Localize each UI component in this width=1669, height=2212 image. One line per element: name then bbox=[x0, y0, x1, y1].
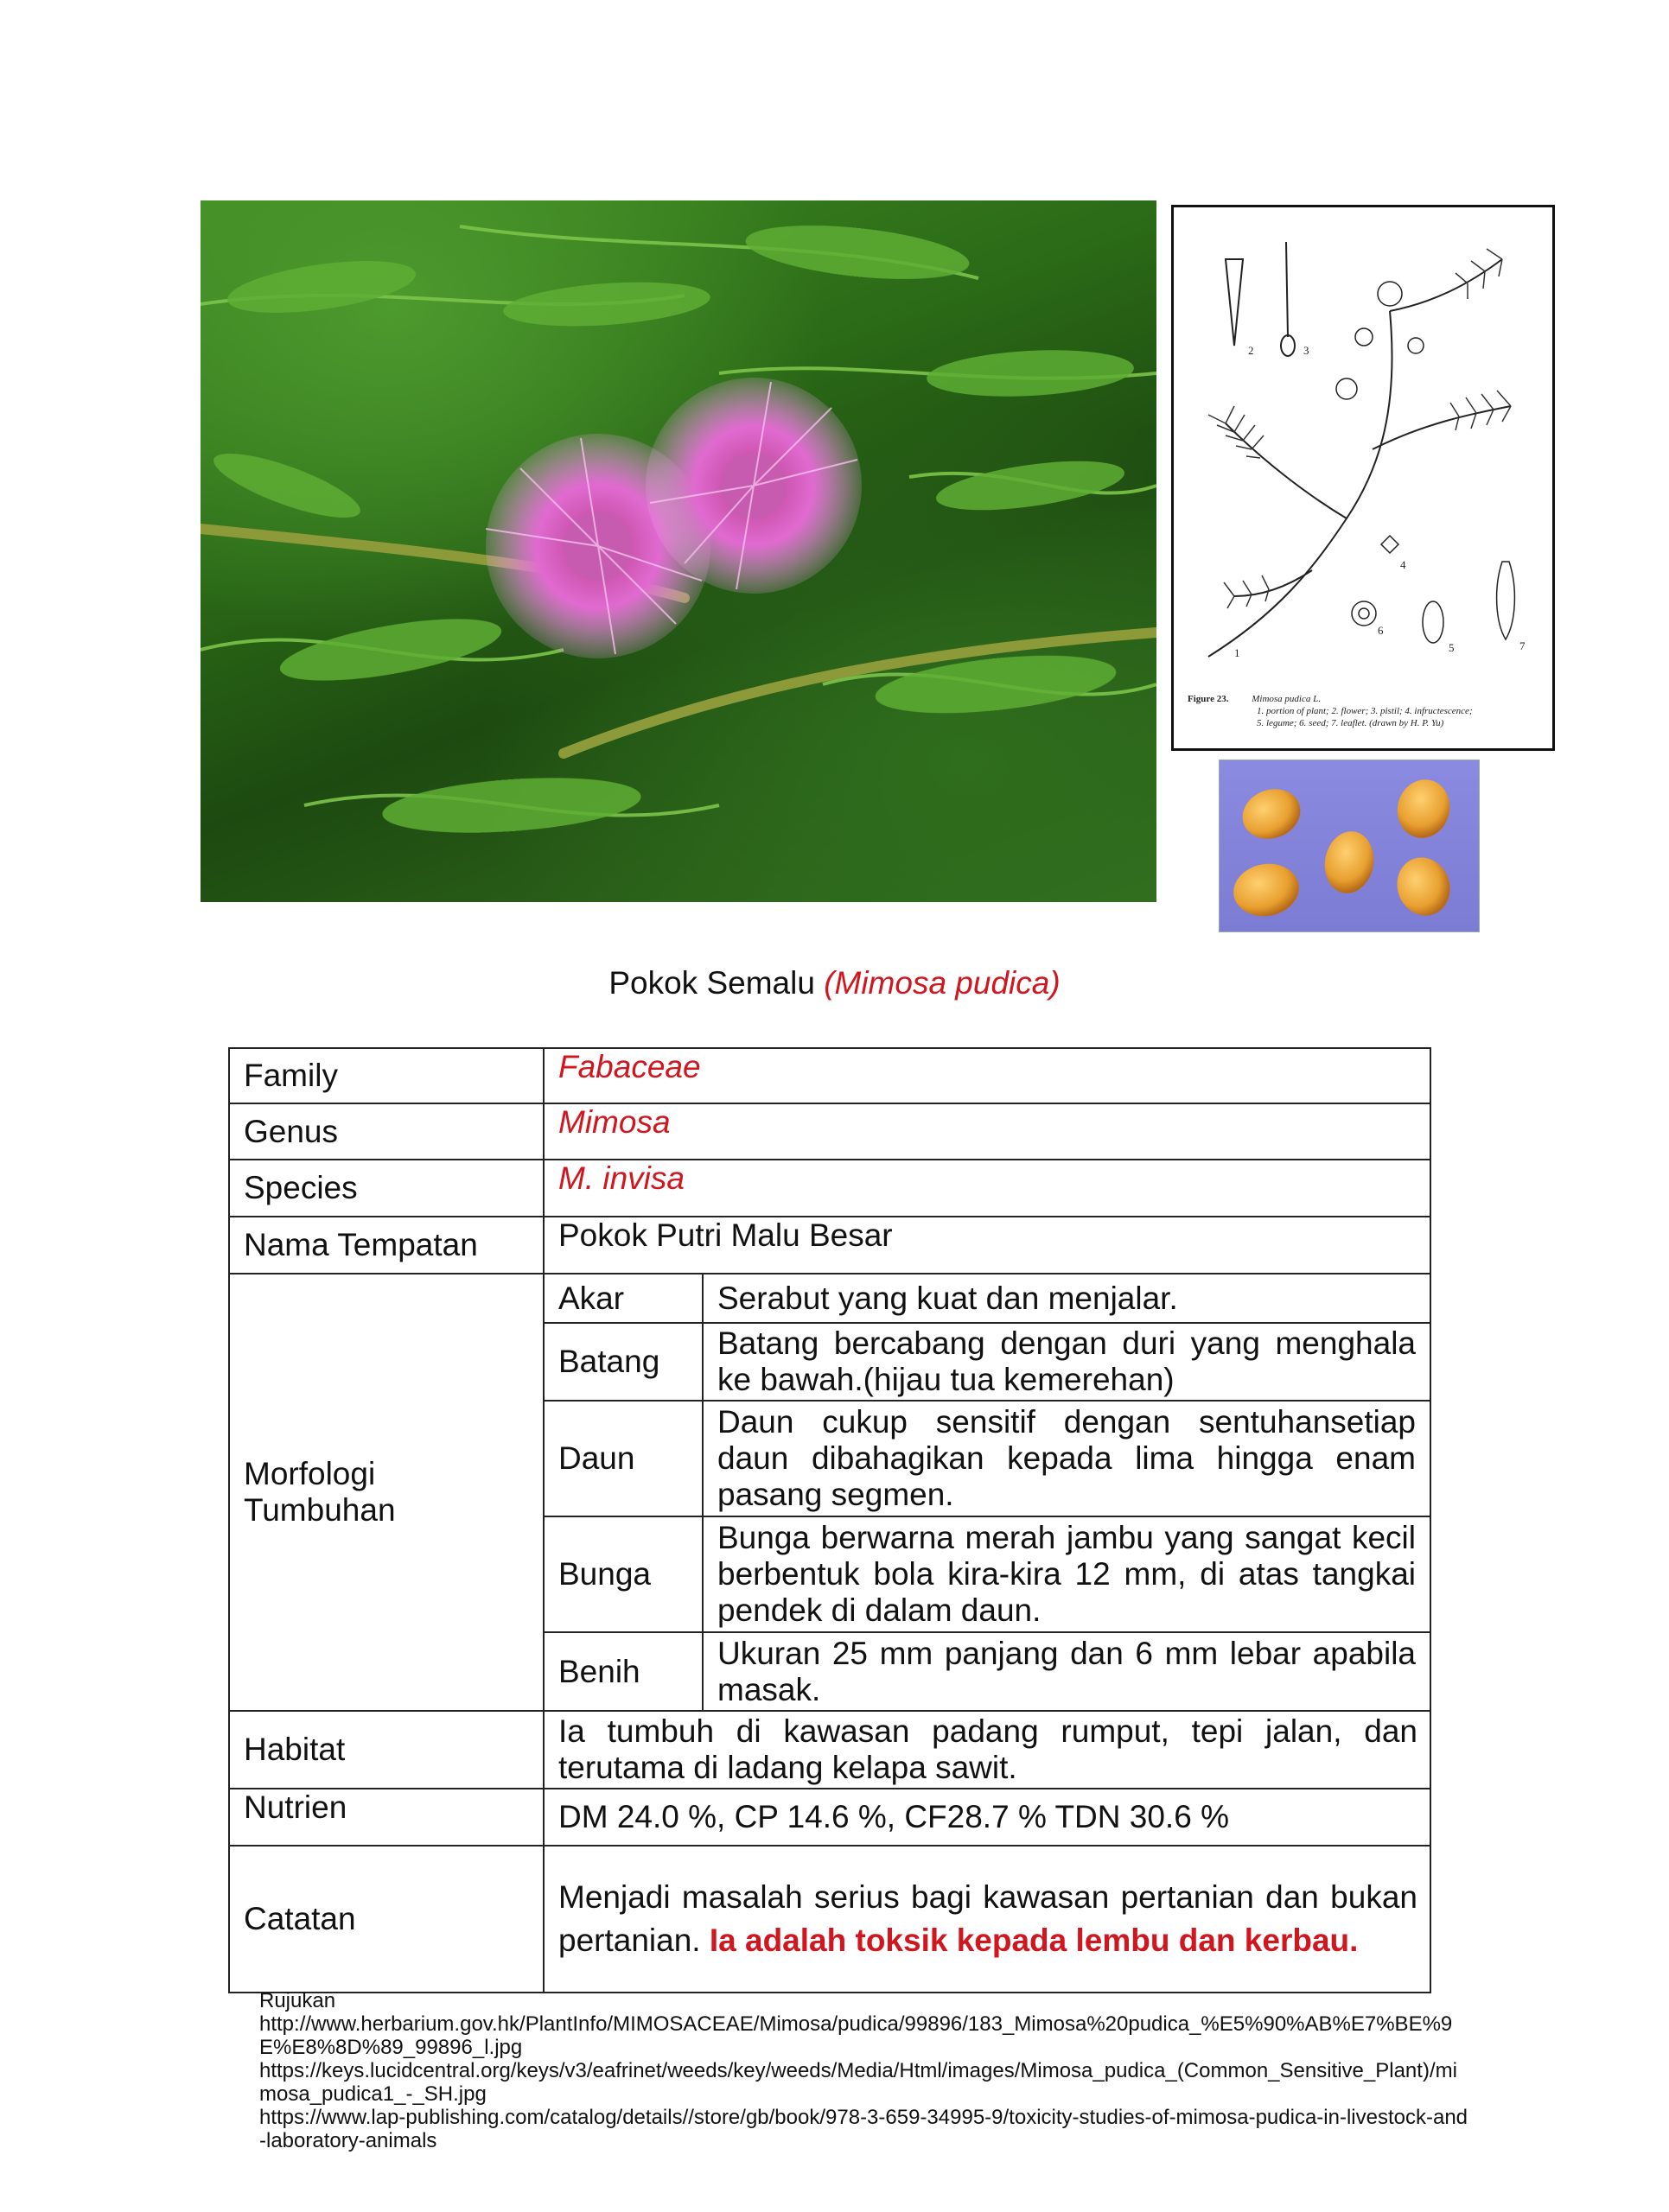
row-nama-tempatan bbox=[229, 1217, 1430, 1274]
morfologi-row-benih bbox=[545, 1632, 1430, 1710]
figure-caption-title: Figure 23. bbox=[1188, 694, 1229, 704]
common-name: Pokok Semalu bbox=[608, 965, 825, 1001]
drawing-number-4: 4 bbox=[1400, 558, 1406, 571]
nama-tempatan-label: Nama Tempatan bbox=[229, 1217, 544, 1274]
morfologi-desc-bunga: Bunga berwarna merah jambu yang sangat kecil berbentuk bola kira-kira 12 mm, di atas tangkai pendek di dalam daun. bbox=[703, 1516, 1430, 1632]
morfologi-row-bunga bbox=[545, 1516, 1430, 1632]
seeds-photo-icon bbox=[1220, 760, 1479, 931]
morfologi-part-daun: Daun bbox=[545, 1401, 703, 1516]
row-family bbox=[229, 1048, 1430, 1103]
figure-caption-line2: 5. legume; 6. seed; 7. leaflet. (drawn by H. P. Yu) bbox=[1257, 718, 1444, 728]
morfologi-row-batang bbox=[545, 1323, 1430, 1401]
morfologi-label: Morfologi Tumbuhan bbox=[229, 1274, 544, 1711]
reference-item: http://www.herbarium.gov.hk/PlantInfo/MIMOSACEAE/Mimosa/pudica/99896/183_Mimosa%20pudica_%E5%90%AB%E7%BE%9E%E8%8D%89_99896_l.jpg bbox=[259, 2012, 1453, 2059]
family-value: Fabaceae bbox=[544, 1048, 1430, 1103]
habitat-value: Ia tumbuh di kawasan padang rumput, tepi jalan, dan terutama di ladang kelapa sawit. bbox=[544, 1711, 1430, 1789]
morfologi-part-akar: Akar bbox=[545, 1274, 703, 1323]
row-habitat bbox=[229, 1711, 1430, 1789]
figure-caption-species: Mimosa pudica L. bbox=[1252, 694, 1321, 704]
nutrien-label: Nutrien bbox=[229, 1789, 544, 1846]
row-nutrien bbox=[229, 1789, 1430, 1846]
catatan-cell bbox=[544, 1846, 1430, 1993]
species-label: Species bbox=[229, 1160, 544, 1217]
figure-caption-line1: 1. portion of plant; 2. flower; 3. pistil; 4. infructescence; bbox=[1257, 706, 1473, 716]
nama-tempatan-value: Pokok Putri Malu Besar bbox=[544, 1217, 1430, 1274]
nutrien-value: DM 24.0 %, CP 14.6 %, CF28.7 % TDN 30.6 % bbox=[544, 1789, 1430, 1846]
morfologi-desc-batang: Batang bercabang dengan duri yang menghala ke bawah.(hijau tua kemerehan) bbox=[703, 1323, 1430, 1401]
row-genus bbox=[229, 1103, 1430, 1160]
plant-info-table bbox=[228, 1047, 1431, 1993]
drawing-number-3: 3 bbox=[1303, 344, 1309, 357]
genus-value: Mimosa bbox=[544, 1103, 1430, 1160]
scientific-name: (Mimosa pudica) bbox=[824, 965, 1061, 1001]
references-heading: Rujukan bbox=[259, 1989, 336, 2012]
reference-item: https://keys.lucidcentral.org/keys/v3/eafrinet/weeds/key/weeds/Media/Html/images/Mimosa_pudica_(Common_Sensitive_Plant)/mimosa_pudica1_-_SH.jpg bbox=[259, 2059, 1457, 2106]
genus-label: Genus bbox=[229, 1103, 544, 1160]
morfologi-subtable bbox=[545, 1274, 1430, 1710]
morfologi-desc-akar: Serabut yang kuat dan menjalar. bbox=[703, 1274, 1430, 1323]
figure-title bbox=[0, 964, 1669, 1002]
morfologi-desc-daun: Daun cukup sensitif dengan sentuhansetiap daun dibahagikan kepada lima hingga enam pasang segmen. bbox=[703, 1401, 1430, 1516]
references bbox=[259, 1989, 1469, 2152]
catatan-warning: Ia adalah toksik kepada lembu dan kerbau. bbox=[709, 1923, 1359, 1958]
drawing-number-2: 2 bbox=[1248, 344, 1254, 357]
morfologi-row-akar bbox=[545, 1274, 1430, 1323]
seeds-photo bbox=[1219, 760, 1480, 932]
row-catatan bbox=[229, 1846, 1430, 1993]
species-value: M. invisa bbox=[544, 1160, 1430, 1217]
figure-caption bbox=[1188, 693, 1542, 729]
morfologi-desc-benih: Ukuran 25 mm panjang dan 6 mm lebar apabila masak. bbox=[703, 1632, 1430, 1710]
reference-item: https://www.lap-publishing.com/catalog/details//store/gb/book/978-3-659-34995-9/toxicity-studies-of-mimosa-pudica-in-livestock-and-laboratory-animals bbox=[259, 2106, 1468, 2152]
botanical-line-drawing-icon bbox=[1174, 207, 1552, 688]
row-species bbox=[229, 1160, 1430, 1217]
catatan-value: Menjadi masalah serius bagi kawasan pertanian dan bukan pertanian. bbox=[558, 1879, 1417, 1958]
morfologi-part-bunga: Bunga bbox=[545, 1516, 703, 1632]
row-morfologi bbox=[229, 1274, 1430, 1711]
drawing-number-7: 7 bbox=[1519, 639, 1526, 652]
morfologi-part-benih: Benih bbox=[545, 1632, 703, 1710]
mimosa-photo-illustration bbox=[201, 200, 1156, 902]
habitat-label: Habitat bbox=[229, 1711, 544, 1789]
mimosa-flower-photo bbox=[201, 200, 1156, 902]
morfologi-details bbox=[544, 1274, 1430, 1711]
botanical-drawing bbox=[1171, 205, 1555, 751]
catatan-label: Catatan bbox=[229, 1846, 544, 1993]
drawing-number-1: 1 bbox=[1234, 646, 1240, 659]
family-label: Family bbox=[229, 1048, 544, 1103]
drawing-number-6: 6 bbox=[1378, 624, 1384, 637]
morfologi-row-daun bbox=[545, 1401, 1430, 1516]
drawing-number-5: 5 bbox=[1449, 641, 1455, 654]
morfologi-part-batang: Batang bbox=[545, 1323, 703, 1401]
